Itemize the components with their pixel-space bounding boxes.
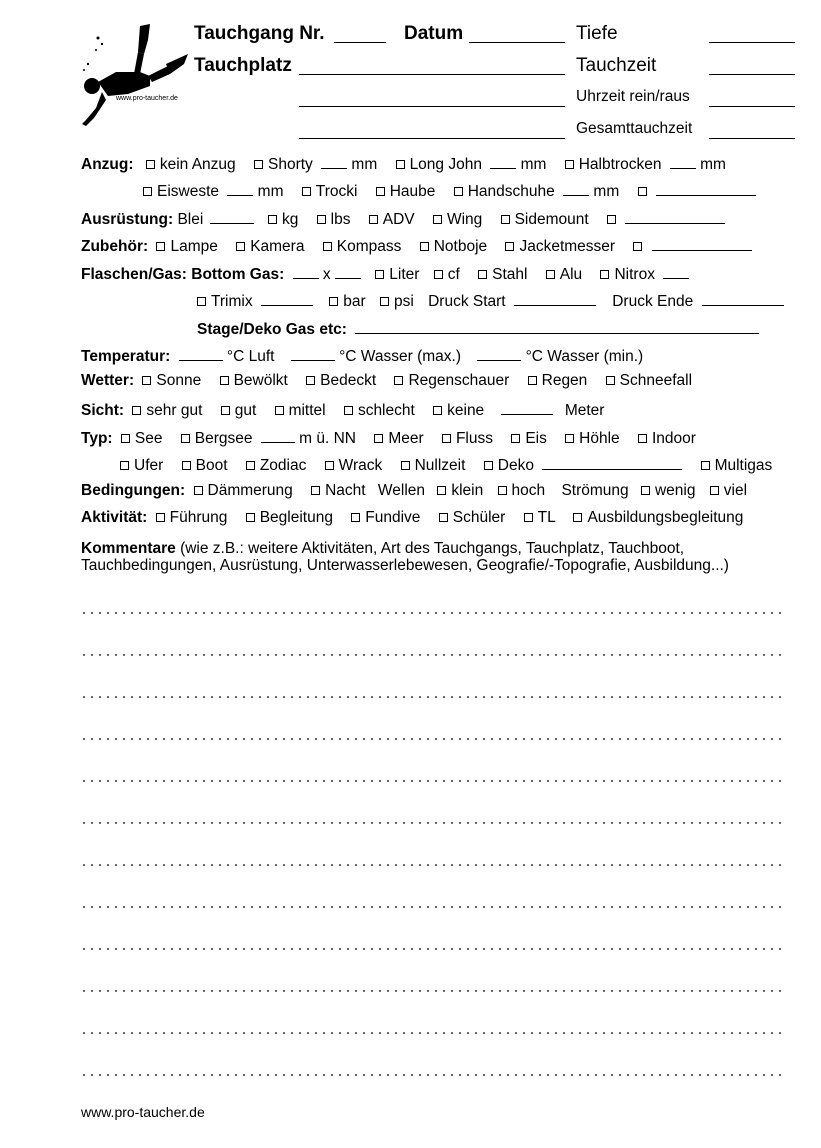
checkbox-wing[interactable] (433, 215, 442, 224)
kamera-label: Kamera (250, 238, 305, 255)
checkbox-schlecht[interactable] (344, 406, 353, 415)
aktivitaet-label: Aktivität: (81, 509, 148, 526)
shorty-mm-unit: mm (351, 156, 378, 173)
cf-label: cf (447, 266, 460, 283)
longjohn-mm-field[interactable] (490, 153, 516, 169)
logo-caption: www.pro-taucher.de (116, 95, 178, 102)
eisweste-mm-field[interactable] (227, 180, 253, 196)
bottom-gas-count-field[interactable] (293, 263, 319, 279)
anzug-label: Anzug: (81, 156, 134, 173)
druck-ende-label: Druck Ende (612, 293, 694, 310)
anzug-other-field[interactable] (656, 180, 756, 196)
checkbox-wellen-hoch[interactable] (498, 486, 507, 495)
temp-wasser-min-unit: °C Wasser (min.) (525, 348, 644, 365)
checkbox-regenschauer[interactable] (394, 376, 403, 385)
checkbox-tl[interactable] (524, 513, 533, 522)
nitrox-field[interactable] (663, 263, 689, 279)
meer-label: Meer (388, 430, 424, 447)
checkbox-jacketmesser[interactable] (505, 242, 514, 251)
see-label: See (134, 430, 163, 447)
checkbox-fluss[interactable] (442, 434, 451, 443)
wetter-label: Wetter: (81, 372, 135, 389)
meter-label: Meter (564, 402, 605, 419)
total-time-label: Gesamttauchzeit (576, 120, 693, 137)
lbs-label: lbs (330, 211, 351, 228)
psi-label: psi (393, 293, 414, 310)
checkbox-stroemung-wenig[interactable] (641, 486, 650, 495)
halbtrocken-label: Halbtrocken (578, 156, 662, 173)
checkbox-long-john[interactable] (396, 160, 405, 169)
multigas-label: Multigas (714, 457, 773, 474)
dive-time-field[interactable] (709, 56, 795, 75)
bergsee-height-field[interactable] (261, 427, 295, 443)
checkbox-wellen-klein[interactable] (437, 486, 446, 495)
date-field[interactable] (469, 24, 565, 43)
checkbox-halbtrocken[interactable] (565, 160, 574, 169)
checkbox-alu[interactable] (546, 270, 555, 279)
bottom-gas-size-field[interactable] (335, 263, 361, 279)
sonne-label: Sonne (156, 372, 202, 389)
checkbox-eisweste[interactable] (143, 187, 152, 196)
fluss-label: Fluss (455, 430, 493, 447)
schneefall-label: Schneefall (619, 372, 693, 389)
time-in-out-label: Uhrzeit rein/raus (576, 88, 690, 105)
long-john-label: Long John (409, 156, 482, 173)
sicht-row (81, 399, 604, 420)
date-label: Datum (404, 23, 464, 44)
bedingungen-row (81, 482, 747, 500)
nitrox-label: Nitrox (614, 266, 655, 283)
checkbox-haube[interactable] (376, 187, 385, 196)
aktivitaet-row (81, 509, 743, 527)
typ-row-1 (81, 427, 696, 448)
checkbox-lampe[interactable] (156, 242, 165, 251)
checkbox-notboje[interactable] (420, 242, 429, 251)
deko-field[interactable] (542, 454, 682, 470)
site-field[interactable] (299, 56, 565, 75)
wenig-label: wenig (654, 482, 696, 499)
boot-label: Boot (195, 457, 228, 474)
trocki-label: Trocki (315, 183, 358, 200)
wrack-label: Wrack (338, 457, 383, 474)
checkbox-handschuhe[interactable] (454, 187, 463, 196)
comment-line-10[interactable] (80, 990, 786, 992)
bedingungen-label: Bedingungen: (81, 482, 186, 499)
checkbox-anzug-other[interactable] (638, 187, 647, 196)
site-field-2[interactable] (299, 88, 565, 107)
kein-anzug-label: kein Anzug (159, 156, 236, 173)
temperatur-row (81, 345, 643, 366)
typ-label: Typ: (81, 430, 113, 447)
halbtrocken-mm-field[interactable] (670, 153, 696, 169)
checkbox-meer[interactable] (374, 434, 383, 443)
fuehrung-label: Führung (169, 509, 228, 526)
checkbox-multigas[interactable] (701, 461, 710, 470)
depth-label: Tiefe (576, 23, 618, 44)
checkbox-zodiac[interactable] (246, 461, 255, 470)
trimix-field[interactable] (261, 290, 313, 306)
checkbox-trimix[interactable] (197, 297, 206, 306)
ausbildungsbegleitung-label: Ausbildungsbegleitung (587, 509, 744, 526)
checkbox-bergsee[interactable] (181, 434, 190, 443)
keine-label: keine (447, 402, 485, 419)
indoor-label: Indoor (651, 430, 696, 447)
flaschen-row-1 (81, 263, 689, 284)
checkbox-ausruestung-other[interactable] (607, 215, 616, 224)
comment-line-9[interactable] (80, 948, 786, 950)
ausruestung-other-field[interactable] (625, 208, 725, 224)
zubehoer-row (81, 235, 752, 256)
flaschen-row-2 (197, 290, 784, 311)
temp-luft-unit: °C Luft (226, 348, 275, 365)
dive-no-field[interactable] (334, 24, 386, 43)
checkbox-see[interactable] (121, 434, 130, 443)
checkbox-fuehrung[interactable] (156, 513, 165, 522)
checkbox-keine[interactable] (433, 406, 442, 415)
footer-url: www.pro-taucher.de (81, 1104, 205, 1120)
diver-logo (78, 24, 193, 128)
checkbox-kein-anzug[interactable] (146, 160, 155, 169)
checkbox-sidemount[interactable] (501, 215, 510, 224)
kg-label: kg (281, 211, 299, 228)
checkbox-mittel[interactable] (275, 406, 284, 415)
schueler-label: Schüler (452, 509, 506, 526)
notboje-label: Notboje (433, 238, 488, 255)
checkbox-daemmerung[interactable] (194, 486, 203, 495)
ausruestung-label: Ausrüstung: (81, 211, 174, 228)
fundive-label: Fundive (365, 509, 421, 526)
begleitung-label: Begleitung (259, 509, 333, 526)
ausruestung-row (81, 208, 725, 229)
hoch-label: hoch (511, 482, 546, 499)
sehr-gut-label: sehr gut (146, 402, 203, 419)
checkbox-indoor[interactable] (638, 434, 647, 443)
checkbox-psi[interactable] (380, 297, 389, 306)
zodiac-label: Zodiac (259, 457, 307, 474)
shorty-label: Shorty (267, 156, 313, 173)
time-in-out-field[interactable] (709, 88, 795, 107)
bewoelkt-label: Bewölkt (233, 372, 288, 389)
trimix-label: Trimix (211, 293, 253, 310)
m-nn-label: m ü. NN (299, 430, 356, 447)
halbtrocken-mm-unit: mm (700, 156, 726, 173)
handschuhe-mm-unit: mm (593, 183, 620, 200)
checkbox-begleitung[interactable] (246, 513, 255, 522)
depth-field[interactable] (709, 24, 795, 43)
sidemount-label: Sidemount (514, 211, 589, 228)
checkbox-lbs[interactable] (317, 215, 326, 224)
checkbox-eis[interactable] (511, 434, 520, 443)
temperatur-label: Temperatur: (81, 348, 171, 365)
viel-label: viel (723, 482, 748, 499)
checkbox-cf[interactable] (434, 270, 443, 279)
checkbox-nullzeit[interactable] (401, 461, 410, 470)
adv-label: ADV (382, 211, 415, 228)
handschuhe-label: Handschuhe (467, 183, 555, 200)
anzug-row-1 (81, 153, 726, 174)
kommentare-section (81, 540, 793, 574)
comment-line-1[interactable] (80, 612, 786, 614)
checkbox-wrack[interactable] (325, 461, 334, 470)
stage-field[interactable] (355, 318, 759, 334)
checkbox-deko[interactable] (484, 461, 493, 470)
comment-line-5[interactable] (80, 780, 786, 782)
wellen-label: Wellen (377, 482, 426, 499)
bottom-gas-x: x (322, 266, 331, 283)
handschuhe-mm-field[interactable] (563, 180, 589, 196)
nullzeit-label: Nullzeit (414, 457, 466, 474)
zubehoer-label: Zubehör: (81, 238, 149, 255)
kommentare-hint: (wie z.B.: weitere Aktivitäten, Art des Tauchgangs, Tauchplatz, Tauchboot, Tauchbedingungen, Ausrüstung, Unterwasserlebewesen, Geografie/-Topografie, Ausbildung...) (81, 540, 729, 574)
daemmerung-label: Dämmerung (207, 482, 293, 499)
stroemung-label: Strömung (561, 482, 629, 499)
temp-wasser-min-field[interactable] (477, 345, 521, 361)
checkbox-sonne[interactable] (142, 376, 151, 385)
comment-line-3[interactable] (80, 696, 786, 698)
checkbox-gut[interactable] (221, 406, 230, 415)
comment-line-11[interactable] (80, 1032, 786, 1034)
gut-label: gut (234, 402, 257, 419)
checkbox-fundive[interactable] (351, 513, 360, 522)
druck-start-label: Druck Start (428, 293, 506, 310)
deko-label: Deko (497, 457, 534, 474)
klein-label: klein (451, 482, 484, 499)
zubehoer-other-field[interactable] (652, 235, 752, 251)
checkbox-regen[interactable] (528, 376, 537, 385)
flaschen-label: Flaschen/Gas: Bottom Gas: (81, 266, 285, 283)
checkbox-kompass[interactable] (323, 242, 332, 251)
bar-label: bar (343, 293, 366, 310)
eis-label: Eis (525, 430, 547, 447)
checkbox-nacht[interactable] (311, 486, 320, 495)
stahl-label: Stahl (492, 266, 528, 283)
regen-label: Regen (541, 372, 588, 389)
kompass-label: Kompass (336, 238, 402, 255)
total-time-field[interactable] (709, 120, 795, 139)
checkbox-shorty[interactable] (254, 160, 263, 169)
comment-line-4[interactable] (80, 738, 786, 740)
checkbox-liter[interactable] (375, 270, 384, 279)
checkbox-nitrox[interactable] (600, 270, 609, 279)
checkbox-schneefall[interactable] (606, 376, 615, 385)
checkbox-bar[interactable] (329, 297, 338, 306)
stage-row (197, 318, 759, 339)
blei-field[interactable] (210, 208, 254, 224)
eisweste-label: Eisweste (157, 183, 220, 200)
checkbox-hoehle[interactable] (565, 434, 574, 443)
alu-label: Alu (559, 266, 583, 283)
nacht-label: Nacht (325, 482, 366, 499)
shorty-mm-field[interactable] (321, 153, 347, 169)
dive-no-label: Tauchgang Nr. (194, 23, 325, 44)
bedeckt-label: Bedeckt (320, 372, 377, 389)
haube-label: Haube (389, 183, 436, 200)
checkbox-adv[interactable] (369, 215, 378, 224)
diver-silhouette-icon (78, 24, 193, 128)
checkbox-schueler[interactable] (439, 513, 448, 522)
anzug-row-2 (143, 180, 756, 201)
comment-line-2[interactable] (80, 654, 786, 656)
liter-label: Liter (389, 266, 420, 283)
tl-label: TL (537, 509, 556, 526)
comment-line-12[interactable] (80, 1074, 786, 1076)
comment-line-8[interactable] (80, 906, 786, 908)
site-label: Tauchplatz (194, 55, 292, 76)
checkbox-ufer[interactable] (120, 461, 129, 470)
bergsee-label: Bergsee (194, 430, 253, 447)
druck-start-field[interactable] (514, 290, 596, 306)
kommentare-label: Kommentare (81, 540, 176, 557)
checkbox-ausbildungsbegleitung[interactable] (573, 513, 582, 522)
site-field-3[interactable] (299, 120, 565, 139)
checkbox-stahl[interactable] (478, 270, 487, 279)
stage-label: Stage/Deko Gas etc: (197, 321, 347, 338)
checkbox-kg[interactable] (268, 215, 277, 224)
checkbox-zubehoer-other[interactable] (633, 242, 642, 251)
sicht-label: Sicht: (81, 402, 125, 419)
checkbox-boot[interactable] (182, 461, 191, 470)
checkbox-bedeckt[interactable] (306, 376, 315, 385)
jacketmesser-label: Jacketmesser (519, 238, 616, 255)
sicht-meter-field[interactable] (501, 399, 553, 415)
checkbox-stroemung-viel[interactable] (710, 486, 719, 495)
comment-line-6[interactable] (80, 822, 786, 824)
checkbox-sehr-gut[interactable] (132, 406, 141, 415)
regenschauer-label: Regenschauer (408, 372, 510, 389)
checkbox-bewoelkt[interactable] (220, 376, 229, 385)
checkbox-trocki[interactable] (302, 187, 311, 196)
hoehle-label: Höhle (579, 430, 620, 447)
typ-row-2 (120, 454, 772, 475)
temp-wasser-max-unit: °C Wasser (max.) (339, 348, 461, 365)
druck-ende-field[interactable] (702, 290, 784, 306)
dive-time-label: Tauchzeit (576, 55, 657, 76)
checkbox-kamera[interactable] (236, 242, 245, 251)
wetter-row (81, 372, 692, 390)
ufer-label: Ufer (134, 457, 164, 474)
lampe-label: Lampe (170, 238, 218, 255)
wing-label: Wing (446, 211, 483, 228)
schlecht-label: schlecht (357, 402, 415, 419)
temp-luft-field[interactable] (179, 345, 223, 361)
blei-label: Blei (177, 211, 204, 228)
eisweste-mm-unit: mm (257, 183, 284, 200)
mittel-label: mittel (288, 402, 326, 419)
temp-wasser-max-field[interactable] (291, 345, 335, 361)
comment-line-7[interactable] (80, 864, 786, 866)
longjohn-mm-unit: mm (520, 156, 547, 173)
